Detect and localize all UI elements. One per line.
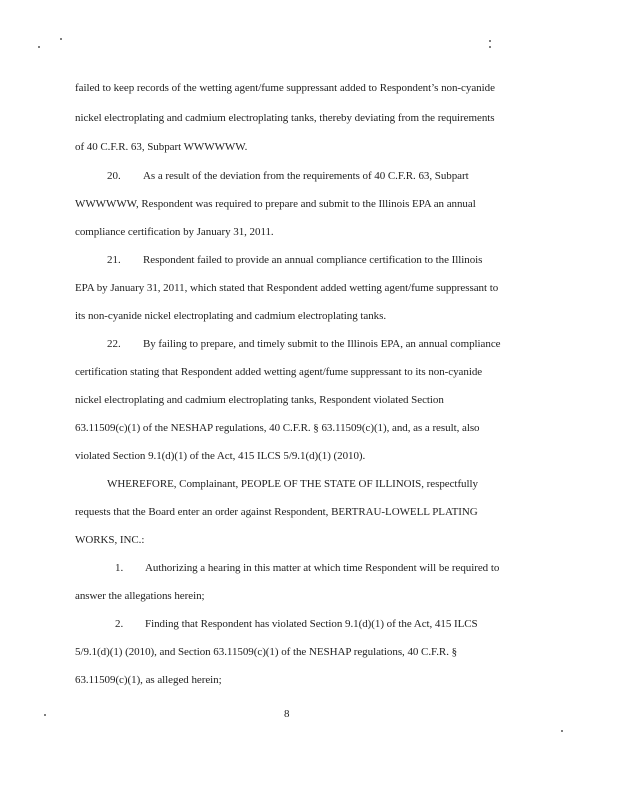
- scan-speck: [38, 46, 40, 48]
- scan-speck: [561, 730, 563, 732]
- text-line: Respondent failed to provide an annual compliance certification to the Illinois: [143, 254, 483, 266]
- text-line: requests that the Board enter an order against Respondent, BERTRAU-LOWELL PLATING: [75, 506, 478, 518]
- text-line: 63.11509(c)(1) of the NESHAP regulations, 40 C.F.R. § 63.11509(c)(1), and, as a result, also: [75, 422, 480, 434]
- paragraph-number: 2.: [115, 618, 124, 630]
- paragraph-number: 20.: [107, 170, 121, 182]
- text-line: 5/9.1(d)(1) (2010), and Section 63.11509(c)(1) of the NESHAP regulations, 40 C.F.R. §: [75, 646, 458, 658]
- scan-speck: [489, 40, 491, 42]
- page-number: 8: [284, 708, 290, 720]
- text-line: certification stating that Respondent added wetting agent/fume suppressant to its non-cyanide: [75, 366, 483, 378]
- text-line: Authorizing a hearing in this matter at which time Respondent will be required to: [145, 562, 500, 574]
- text-line: nickel electroplating and cadmium electroplating tanks, thereby deviating from the requirements: [75, 112, 495, 124]
- text-line: Finding that Respondent has violated Section 9.1(d)(1) of the Act, 415 ILCS: [145, 618, 478, 630]
- text-line: violated Section 9.1(d)(1) of the Act, 415 ILCS 5/9.1(d)(1) (2010).: [75, 450, 366, 462]
- paragraph-number: 22.: [107, 338, 121, 350]
- scan-speck: [44, 714, 46, 716]
- text-line: compliance certification by January 31, 2011.: [75, 226, 274, 238]
- text-line: EPA by January 31, 2011, which stated that Respondent added wetting agent/fume suppressant to: [75, 282, 499, 294]
- text-line: failed to keep records of the wetting agent/fume suppressant added to Respondent’s non-cyanide: [75, 82, 495, 94]
- text-line: its non-cyanide nickel electroplating and cadmium electroplating tanks.: [75, 310, 387, 322]
- text-line: answer the allegations herein;: [75, 590, 205, 602]
- text-line: By failing to prepare, and timely submit to the Illinois EPA, an annual compliance: [143, 338, 501, 350]
- scan-speck: [489, 46, 491, 48]
- text-line: WHEREFORE, Complainant, PEOPLE OF THE STATE OF ILLINOIS, respectfully: [107, 478, 478, 490]
- text-line: WWWWWW, Respondent was required to prepare and submit to the Illinois EPA an annual: [75, 198, 476, 210]
- paragraph-number: 1.: [115, 562, 124, 574]
- text-line: WORKS, INC.:: [75, 534, 145, 546]
- text-line: 63.11509(c)(1), as alleged herein;: [75, 674, 222, 686]
- text-line: nickel electroplating and cadmium electroplating tanks, Respondent violated Section: [75, 394, 444, 406]
- text-line: As a result of the deviation from the requirements of 40 C.F.R. 63, Subpart: [143, 170, 469, 182]
- paragraph-number: 21.: [107, 254, 121, 266]
- scan-speck: [60, 38, 62, 40]
- text-line: of 40 C.F.R. 63, Subpart WWWWWW.: [75, 141, 248, 153]
